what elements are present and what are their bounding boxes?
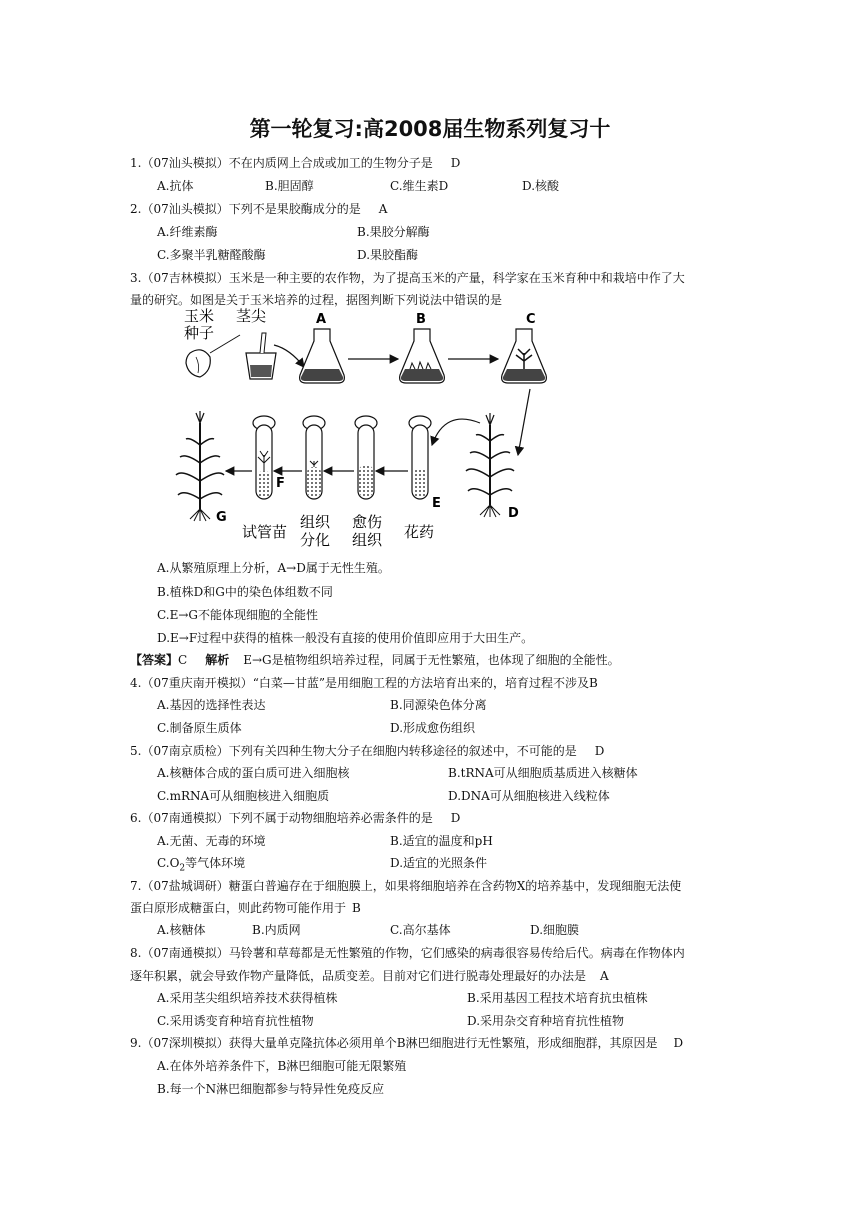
label-callus-2: 组织 [352, 531, 383, 549]
label-differentiation-1: 组织 [300, 513, 331, 531]
tube-callus-icon [355, 416, 377, 499]
question-9-stem: 9.（07深圳模拟）获得大量单克隆抗体必须用单个B淋巴细胞进行无性繁殖，形成细胞群，其原因是 D [130, 1036, 684, 1050]
flask-a-label: A [316, 312, 327, 327]
plant-g-icon [176, 411, 224, 521]
question-2-option-a: A.纤维素酶 [157, 225, 218, 239]
question-4-option-a: A.基因的选择性表达 [157, 698, 266, 712]
question-6-option-a: A.无菌、无毒的环境 [157, 834, 266, 848]
question-6-option-d: D.适宜的光照条件 [390, 856, 488, 870]
stem-tip-cup-icon [246, 333, 276, 379]
question-8-option-d: D.采用杂交育种培育抗性植物 [467, 1014, 625, 1028]
question-2-answer: A [378, 202, 388, 216]
label-anther: 花药 [404, 523, 435, 541]
question-7-stem-line-2: 蛋白原形成糖蛋白，则此药物可能作用于 B [130, 901, 361, 915]
question-2-option-b: B.果胶分解酶 [357, 225, 430, 239]
question-5-stem: 5.（07南京质检）下列有关四种生物大分子在细胞内转移途径的叙述中，不可能的是 D [130, 744, 605, 758]
question-2-stem: 2.（07汕头模拟）下列不是果胶酶成分的是 A [130, 202, 388, 216]
flask-c-icon [502, 329, 547, 383]
seed-to-tip-line [210, 335, 240, 353]
question-8-option-c: C.采用诱变育种培育抗性植物 [157, 1014, 314, 1028]
question-4-option-c: C.制备原生质体 [157, 721, 242, 735]
question-5-option-b: B.tRNA可从细胞质基质进入核糖体 [448, 766, 638, 780]
question-5-answer: D [594, 744, 605, 758]
tube-e-label: E [432, 496, 441, 511]
question-3-option-d: D.E→F过程中获得的植株一般没有直接的使用价值即应用于大田生产。 [157, 631, 534, 645]
question-3-answer: C [178, 653, 188, 667]
flask-b-label: B [416, 312, 426, 327]
question-5-option-c: C.mRNA可从细胞核进入细胞质 [157, 789, 330, 803]
question-7-option-d: D.细胞膜 [530, 923, 580, 937]
tube-differentiation-icon [303, 416, 325, 499]
question-8-stem-line-1: 8.（07南通模拟）马铃薯和草莓都是无性繁殖的作物，它们感染的病毒很容易传给后代。病毒在作物体内 [130, 946, 685, 960]
seed-label-1: 玉米 [184, 307, 215, 325]
question-6-answer: D [450, 811, 461, 825]
question-1-stem: 1.（07汕头模拟）不在内质网上合成或加工的生物分子是 D [130, 156, 461, 170]
question-3-option-a: A.从繁殖原理上分析，A→D属于无性生殖。 [157, 561, 390, 575]
plant-d-icon [466, 413, 514, 517]
plant-d-label: D [508, 506, 519, 521]
corn-culture-figure [170, 305, 560, 555]
question-1-option-d: D.核酸 [522, 179, 560, 193]
seed-label-2: 种子 [184, 324, 215, 342]
question-6-stem: 6.（07南通模拟）下列不属于动物细胞培养必需条件的是 D [130, 811, 461, 825]
question-8-stem-line-2: 逐年积累，就会导致作物产量降低，品质变差。目前对它们进行脱毒处理最好的办法是 A [130, 969, 609, 983]
question-8-option-a: A.采用茎尖组织培养技术获得植株 [157, 991, 338, 1005]
question-3-analysis: E→G是植物组织培养过程，同属于无性繁殖，也体现了细胞的全能性。 [243, 653, 620, 667]
stem-tip-label: 茎尖 [236, 307, 267, 325]
question-5-option-a: A.核糖体合成的蛋白质可进入细胞核 [157, 766, 350, 780]
question-1-option-c: C.维生素D [390, 179, 449, 193]
question-1-option-b: B.胆固醇 [265, 179, 314, 193]
question-1-option-a: A.抗体 [157, 179, 194, 193]
question-5-option-d: D.DNA可从细胞核进入线粒体 [448, 789, 610, 803]
question-4-option-b: B.同源染色体分离 [390, 698, 487, 712]
question-7-option-b: B.内质网 [252, 923, 301, 937]
label-test-tube-seedling: 试管苗 [242, 523, 288, 541]
flask-b-icon [400, 329, 445, 383]
label-differentiation-2: 分化 [300, 531, 331, 549]
question-7-stem-line-1: 7.（07盐城调研）糖蛋白普遍存在于细胞膜上，如果将细胞培养在含药物X的培养基中，发现细胞无法使 [130, 879, 682, 893]
question-3-option-c: C.E→G不能体现细胞的全能性 [157, 608, 318, 622]
question-8-answer: A [600, 969, 609, 983]
question-3-option-b: B.植株D和G中的染色体组数不同 [157, 585, 333, 599]
question-4-option-d: D.形成愈伤组织 [390, 721, 476, 735]
flask-c-label: C [526, 312, 536, 327]
label-callus-1: 愈伤 [352, 513, 383, 531]
arrow-d-to-e [432, 419, 480, 445]
tube-f-icon [253, 416, 275, 499]
question-2-option-c: C.多聚半乳糖醛酸酶 [157, 248, 266, 262]
question-3-stem-line-2: 量的研究。如图是关于玉米培养的过程，据图判断下列说法中错误的是 [130, 293, 503, 307]
question-3-answer-line [130, 652, 620, 668]
question-6-option-b: B.适宜的温度和pH [390, 834, 493, 848]
question-3-stem-line-1: 3.（07吉林模拟）玉米是一种主要的农作物，为了提高玉米的产量，科学家在玉米育种中和栽培中作了大 [130, 271, 685, 285]
question-9-option-b: B.每一个N淋巴细胞都参与特异性免疫反应 [157, 1082, 385, 1096]
page-title: 第一轮复习:高2008届生物系列复习十 [249, 117, 611, 141]
question-7-answer: B [352, 901, 361, 915]
analysis-tag: 解析 [205, 653, 230, 667]
tube-e-icon [409, 416, 431, 499]
question-9-option-a: A.在体外培养条件下，B淋巴细胞可能无限繁殖 [157, 1059, 407, 1073]
question-6-option-c: $C.O_2$等气体环境 [157, 856, 246, 874]
arrow-c-to-d [518, 389, 530, 455]
flask-a-icon [300, 329, 345, 383]
question-1-answer: D [450, 156, 461, 170]
corn-seed-icon [186, 350, 210, 377]
question-9-answer: D [673, 1036, 684, 1050]
tube-f-label: F [276, 476, 285, 491]
answer-tag: 【答案】 [130, 653, 179, 667]
plant-g-label: G [216, 510, 227, 525]
question-4-stem: 4.（07重庆南开模拟）“白菜—甘蓝”是用细胞工程的方法培育出来的，培育过程不涉及B [130, 676, 598, 690]
question-8-option-b: B.采用基因工程技术培育抗虫植株 [467, 991, 648, 1005]
question-7-option-c: C.高尔基体 [390, 923, 451, 937]
question-7-option-a: A.核糖体 [157, 923, 206, 937]
arrow-tip-to-a [274, 345, 304, 367]
question-2-option-d: D.果胶酯酶 [357, 248, 419, 262]
